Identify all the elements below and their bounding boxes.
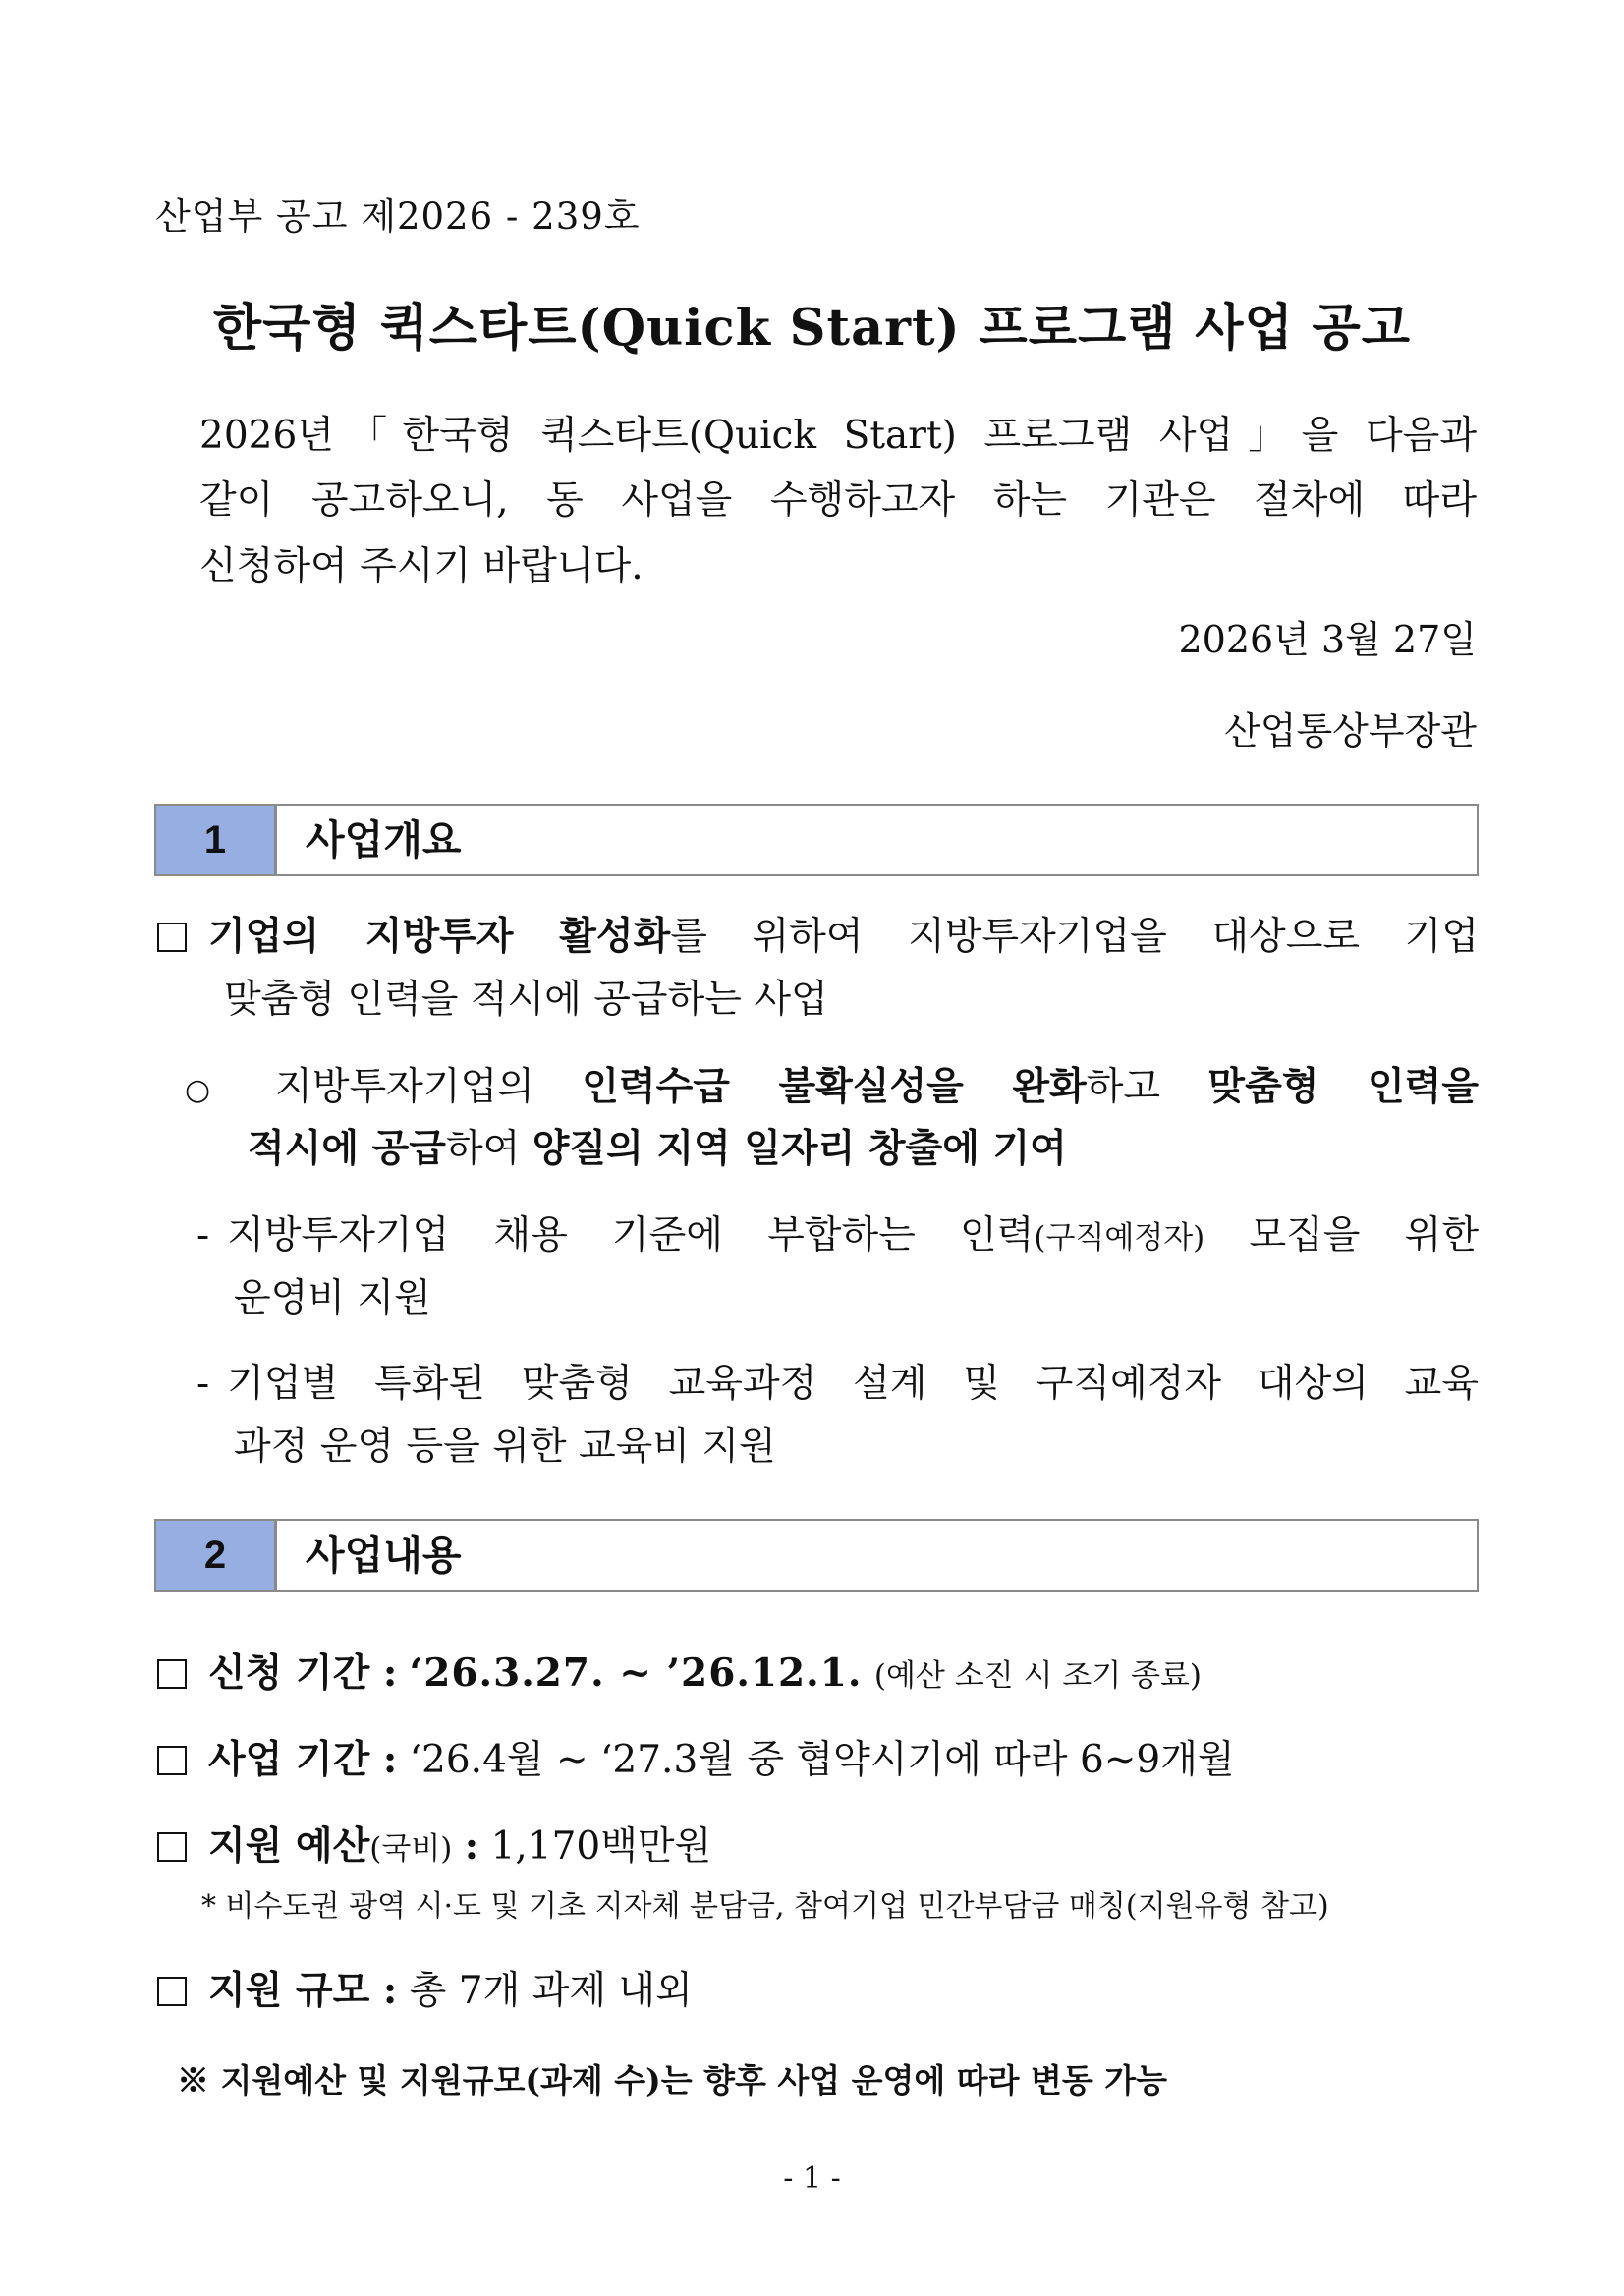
item-text: 를 위하여 지방투자기업을 대상으로 기업 [670,915,1479,959]
scale-item [157,1960,693,2015]
apply-period-value: ‘26.3.27. ~ ’26.12.1. [409,1651,863,1696]
intro-line-1: 2026년「한국형 퀵스타트(Quick Start) 프로그램 사업」을 다음과 [199,414,1477,458]
section-1-dash-item-2-line-2: 과정 운영 등을 위한 교육비 지원 [234,1425,776,1469]
dash-1-small-text: (구직예정자) [1034,1220,1205,1256]
section-1-dash-item-2 [196,1353,1479,1408]
section-1-item-line-2: 맞춤형 인력을 적시에 공급하는 사업 [224,978,828,1022]
apply-period-label: 신청 기간 : [208,1651,398,1696]
budget-item [157,1816,711,1871]
page-number: - 1 - [783,2161,841,2196]
section-1-header [154,804,1479,876]
apply-period-item [157,1643,1202,1698]
section-1-item [157,906,1479,961]
checkbox-icon [157,1977,187,2006]
scale-value-c: 개 과제 내외 [482,1969,693,2013]
document-title: 한국형 퀵스타트(Quick Start) 프로그램 사업 공고 [212,299,1412,358]
sub-text-b: 인력수급 불확실성을 완화 [582,1064,1087,1109]
project-period-value: ‘26.4월 ~ ‘27.3월 중 협약시기에 따라 [409,1738,1068,1782]
dash-1-text-a: 지방투자기업 채용 기준에 부합하는 인력 [227,1213,1035,1258]
sub-text-g: 양질의 지역 일자리 창출에 기여 [532,1126,1067,1171]
item-highlight: 기업의 지방투자 활성화 [208,914,671,959]
section-1-title: 사업개요 [306,816,462,864]
budget-label: 지원 예산 [208,1823,370,1869]
checkbox-icon [157,1832,187,1862]
scale-value-b: 7 [458,1969,483,2013]
project-period-item [157,1729,1235,1784]
section-1-sub-item-line-2 [248,1118,1067,1173]
apply-period-note: (예산 소진 시 조기 종료) [873,1658,1203,1694]
project-period-label: 사업 기간 : [208,1737,398,1782]
announcement-date: 2026년 3월 27일 [1178,618,1477,661]
dash-bullet-icon: - [196,1362,210,1406]
checkbox-icon [157,923,187,952]
sub-text-d: 맞춤형 인력을 [1207,1064,1479,1109]
circle-bullet-icon: ○ [185,1073,247,1107]
section-1-dash-item-1 [196,1204,1479,1260]
budget-footnote: * 비수도권 광역 시·도 및 기초 지자체 분담금, 참여기업 민간부담금 매칭(지원유형 참고) [201,1889,1329,1924]
sub-text-a: 지방투자기업의 [275,1065,534,1109]
issuer: 산업통상부장관 [1224,709,1477,753]
budget-paren: (국비) [369,1831,453,1867]
sub-text-f: 하여 [445,1127,521,1171]
section-2-title: 사업내용 [306,1532,462,1579]
dash-1-text-b: 모집을 위한 [1249,1213,1479,1258]
section-2-header [154,1519,1479,1592]
sub-text-e: 적시에 공급 [248,1126,446,1171]
checkbox-icon [157,1659,187,1689]
scale-label: 지원 규모 : [208,1968,398,2013]
dash-2-text: 기업별 특화된 맞춤형 교육과정 설계 및 구직예정자 대상의 교육 [227,1362,1479,1406]
project-period-months: 6~9개월 [1079,1738,1235,1782]
change-notice: ※ 지원예산 및 지원규모(과제 수)는 향후 사업 운영에 따라 변동 가능 [177,2061,1167,2100]
section-2-number: 2 [156,1521,277,1590]
dash-bullet-icon: - [196,1213,210,1258]
section-1-sub-item [185,1056,1479,1111]
section-1-dash-item-1-line-2: 운영비 지원 [234,1276,431,1320]
sub-text-c: 하고 [1086,1065,1161,1109]
intro-line-2: 같이 공고하오니, 동 사업을 수행하고자 하는 기관은 절차에 따라 [199,478,1477,523]
section-1-number: 1 [156,806,277,874]
scale-value-a: 총 [409,1969,447,2013]
budget-value: 1,170백만원 [490,1824,712,1869]
budget-colon: : [464,1823,479,1869]
intro-line-3: 신청하여 주시기 바랍니다. [199,544,644,588]
checkbox-icon [157,1746,187,1775]
notice-number: 산업부 공고 제2026 - 239호 [155,196,641,238]
